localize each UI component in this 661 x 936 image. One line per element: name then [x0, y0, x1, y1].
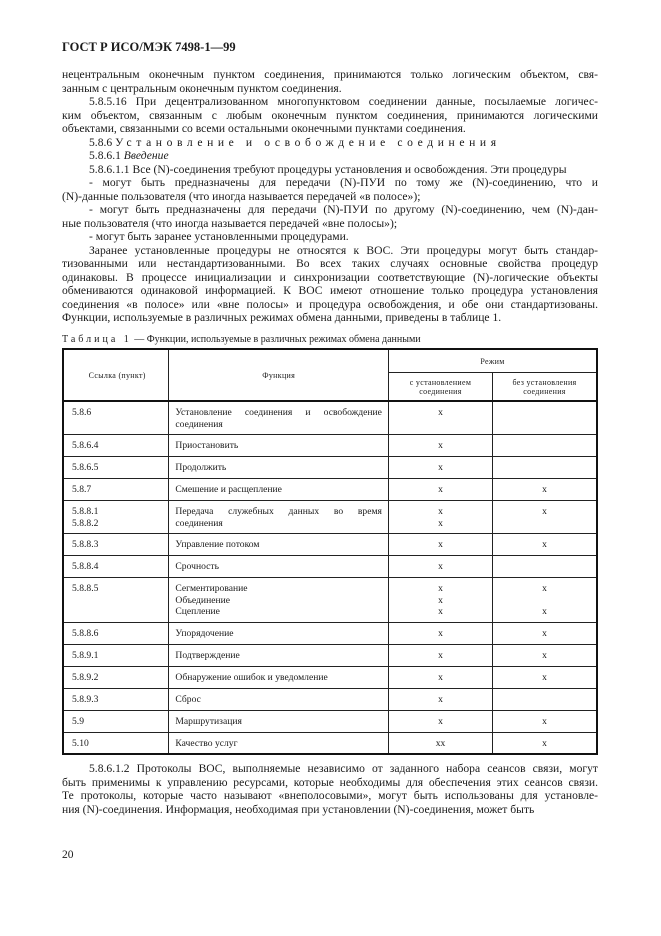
cell-with-connection: x — [388, 622, 492, 644]
cell-ref: 5.8.9.1 — [63, 644, 169, 666]
table-row — [63, 666, 597, 688]
cell-with-connection: x — [388, 534, 492, 556]
cell-ref: 5.8.7 — [63, 479, 169, 501]
subsection-heading — [62, 149, 598, 163]
text-line: 5.8.5.16 При децентрализованном многопунктовом соединении данные, посылаемые логичес- — [89, 95, 598, 108]
text-line: ким объектом, связанным с любым оконечным пунктом соединения, принимаются логическими — [62, 108, 598, 122]
table-row — [63, 534, 597, 556]
cell-with-connection: x — [388, 688, 492, 710]
text-line: ния (N)-соединения. Информация, необходимая при установлении (N)-соединения, может быть — [62, 802, 535, 816]
cell-function: Смешение и расщепление — [169, 479, 389, 501]
cell-with-connection: x — [388, 479, 492, 501]
cell-with-connection: x — [388, 666, 492, 688]
subsection-title: Введение — [123, 149, 169, 162]
cell-with-connection: x — [388, 644, 492, 666]
header-mode: Режим — [388, 349, 597, 373]
cell-function: Качество услуг — [169, 732, 389, 754]
cell-without-connection: x x — [493, 578, 597, 623]
cell-without-connection: x — [493, 666, 597, 688]
text-line: нецентральным оконечным пунктом соединения, принимаются только логическим объектом, свя- — [62, 68, 598, 81]
header-with-connection: с установлением соединения — [388, 373, 492, 402]
cell-function: Срочность — [169, 556, 389, 578]
cell-without-connection — [493, 688, 597, 710]
table-row — [63, 688, 597, 710]
paragraph-5 — [62, 762, 598, 816]
section-title: Установление и освобождение соединения — [115, 135, 501, 149]
cell-ref: 5.8.9.2 — [63, 666, 169, 688]
text-line: - могут быть предназначены для передачи (N)-ПУИ по тому же (N)-соединению, что и — [89, 176, 598, 189]
subsection-number: 5.8.6.1 — [89, 149, 121, 162]
table-row — [63, 644, 597, 666]
cell-with-connection: x — [388, 435, 492, 457]
cell-ref: 5.8.8.6 — [63, 622, 169, 644]
cell-ref: 5.8.8.1 5.8.8.2 — [63, 501, 169, 534]
text-line: занным с центральным оконечным пунктом соединения. — [62, 81, 342, 95]
text-line: объектами, связанными со всеми остальными оконечными пунктами соединения. — [62, 122, 466, 135]
cell-without-connection — [493, 457, 597, 479]
table-row — [63, 401, 597, 435]
cell-function: Подтверждение — [169, 644, 389, 666]
section-number: 5.8.6 — [89, 135, 113, 149]
cell-without-connection: x — [493, 501, 597, 534]
cell-without-connection — [493, 401, 597, 435]
table-row — [63, 501, 597, 534]
cell-function: Приостановить — [169, 435, 389, 457]
cell-function: Передача служебных данных во время соединения — [169, 501, 389, 534]
cell-with-connection: x — [388, 556, 492, 578]
cell-without-connection — [493, 556, 597, 578]
document-header: ГОСТ Р ИСО/МЭК 7498-1—99 — [62, 40, 236, 54]
page-number: 20 — [62, 849, 74, 861]
table-row — [63, 710, 597, 732]
cell-function: Сброс — [169, 688, 389, 710]
cell-without-connection: x — [493, 644, 597, 666]
table-caption-label: Таблица 1 — [62, 334, 132, 345]
text-line: Те протоколы, которые часто называют «внеполосовыми», могут быть использованы для установле- — [62, 789, 598, 802]
cell-without-connection: x — [493, 479, 597, 501]
table-caption-text: — Функции, используемые в различных режимах обмена данными — [134, 334, 421, 345]
cell-function: Сегментирование Объединение Сцепление — [169, 578, 389, 623]
text-line: быть применимы к управлению ресурсами, которые необходимы для обеспечения этих сеансов связи. — [62, 775, 598, 789]
table-row — [63, 556, 597, 578]
table-row — [63, 457, 597, 479]
text-line: Заранее установленные процедуры не относятся к ВОС. Эти процедуры могут быть стандар- — [89, 243, 598, 257]
cell-ref: 5.8.8.4 — [63, 556, 169, 578]
table-row — [63, 622, 597, 644]
paragraph-1 — [62, 68, 598, 95]
text-line: соединения «в полосе» или «вне полосы» и процедура освобождения, и обе они стандартизованы. — [62, 297, 598, 311]
text-line: ные пользователя (что иногда называется передачей «вне полосы»); — [62, 216, 398, 230]
cell-ref: 5.8.8.5 — [63, 578, 169, 623]
table-row — [63, 578, 597, 623]
cell-without-connection: x — [493, 534, 597, 556]
table-row — [63, 435, 597, 457]
cell-ref: 5.8.8.3 — [63, 534, 169, 556]
text-line: - могут быть предназначены для передачи (N)-ПУИ по другому (N)-соединению, чем (N)-дан- — [89, 203, 598, 216]
section-heading — [62, 136, 598, 150]
header-without-connection: без установления соединения — [493, 373, 597, 402]
paragraph-4 — [62, 244, 598, 325]
cell-ref: 5.8.6 — [63, 401, 169, 435]
text-line: обмениваются одинаковой информацией. К ВОС имеют отношение только процедура установления — [62, 284, 598, 297]
header-ref: Ссылка (пункт) — [63, 349, 169, 401]
cell-without-connection: x — [493, 622, 597, 644]
cell-with-connection: xx — [388, 732, 492, 754]
text-line: 5.8.6.1.2 Протоколы ВОС, выполняемые независимо от заданного набора сеансов связи, могут — [89, 762, 598, 775]
text-line: 5.8.6.1.1 Все (N)-соединения требуют процедуры установления и освобождения. Эти процедуры — [89, 162, 567, 176]
cell-ref: 5.9 — [63, 710, 169, 732]
cell-with-connection: x — [388, 401, 492, 435]
cell-function: Продолжить — [169, 457, 389, 479]
cell-with-connection: x — [388, 710, 492, 732]
text-line: (N)-данные пользователя (что иногда называется передачей «в полосе»); — [62, 189, 421, 203]
paragraph-3 — [62, 163, 598, 244]
header-function: Функция — [169, 349, 389, 401]
paragraph-2 — [62, 95, 598, 136]
cell-ref: 5.8.9.3 — [63, 688, 169, 710]
text-block-bottom — [62, 762, 598, 816]
cell-function: Упорядочение — [169, 622, 389, 644]
cell-without-connection: x — [493, 732, 597, 754]
text-line: Функции, используемые в различных режимах обмена данными, приведены в таблице 1. — [62, 311, 502, 324]
cell-ref: 5.8.6.4 — [63, 435, 169, 457]
table-caption — [62, 334, 421, 345]
functions-table — [62, 348, 598, 755]
cell-function: Обнаружение ошибок и уведомление — [169, 666, 389, 688]
cell-with-connection: x — [388, 457, 492, 479]
text-line: одинаковы. В процессе инициализации и синхронизации соответствующие (N)-логические объекты — [62, 270, 598, 284]
cell-function: Установление соединения и освобождение соединения — [169, 401, 389, 435]
text-line: тизованными или нестандартизованными. Во всех таких случаях основные свойства процедур — [62, 257, 598, 270]
table-row — [63, 732, 597, 754]
text-block-top — [62, 68, 598, 325]
cell-without-connection — [493, 435, 597, 457]
cell-with-connection: x x — [388, 501, 492, 534]
cell-ref: 5.10 — [63, 732, 169, 754]
cell-function: Маршрутизация — [169, 710, 389, 732]
table-row — [63, 479, 597, 501]
cell-with-connection: x x x — [388, 578, 492, 623]
cell-ref: 5.8.6.5 — [63, 457, 169, 479]
cell-function: Управление потоком — [169, 534, 389, 556]
cell-without-connection: x — [493, 710, 597, 732]
text-line: - могут быть заранее установленными процедурами. — [89, 230, 349, 243]
